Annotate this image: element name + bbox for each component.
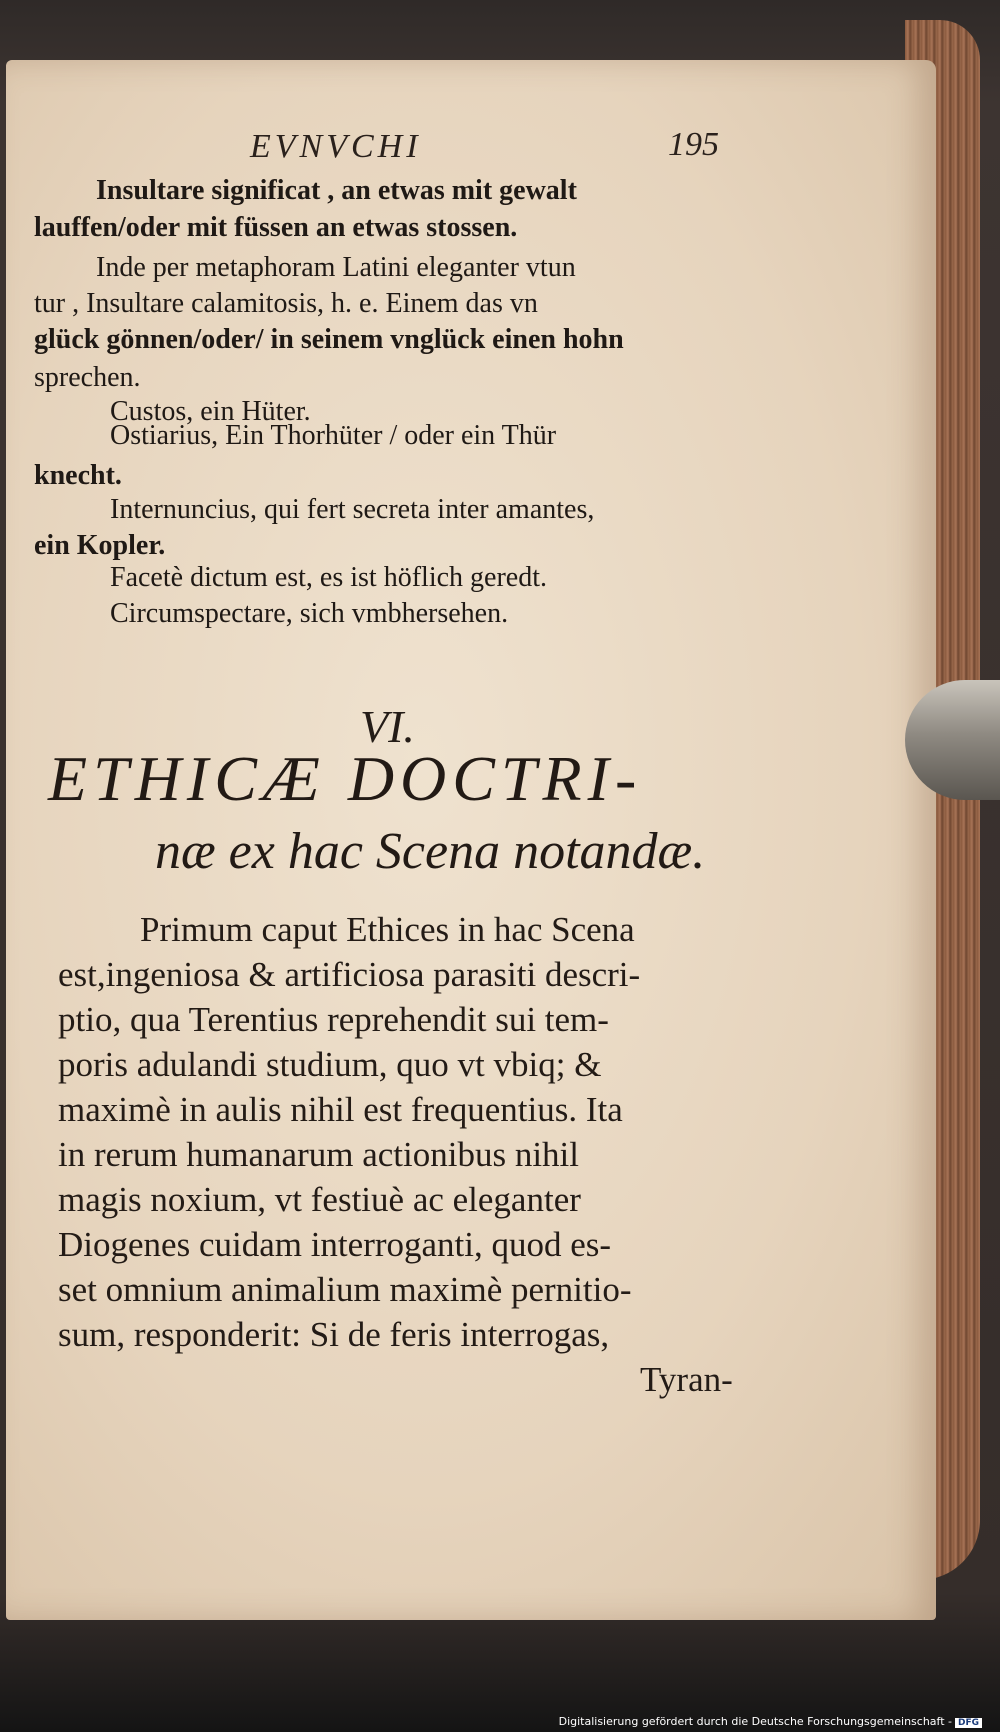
gloss-line: Inde per metaphoram Latini eleganter vtun [96,252,576,283]
body-line: set omnium animalium maximè pernitio- [58,1270,632,1309]
body-line: in rerum humanarum actionibus nihil [58,1135,580,1174]
section-number: VI. [360,701,415,752]
body-line: sum, responderit: Si de feris interrogas, [58,1315,610,1354]
section-title-line-2: næ ex hac Scena notandæ. [155,823,706,880]
gloss-line: sprechen. [34,362,141,393]
gloss-line: Circumspectare, sich vmbhersehen. [110,598,509,629]
body-line: ptio, qua Terentius reprehendit sui tem- [58,1000,609,1039]
body-line: maximè in aulis nihil est frequentius. Ita [58,1090,623,1129]
credit-text: Digitalisierung gefördert durch die Deutsche Forschungsgemeinschaft - [558,1715,952,1728]
gloss-line: glück gönnen/oder/ in seinem vnglück einen hohn [34,324,624,355]
body-line: Primum caput Ethices in hac Scena [140,910,635,949]
gloss-line: lauffen/oder mit füssen an etwas stossen. [34,212,518,243]
catchword: Tyran- [640,1360,733,1399]
section-title-line-1: ETHICÆ DOCTRI- [48,743,643,814]
gloss-line: tur , Insultare calamitosis, h. e. Einem das vn [34,288,538,319]
gloss-line: Facetè dictum est, es ist höflich geredt. [110,562,547,593]
gloss-line: Ostiarius, Ein Thorhüter / oder ein Thür [110,420,557,451]
dfg-logo: DFG [955,1718,982,1728]
gloss-line: Internuncius, qui fert secreta inter amantes, [110,494,595,525]
gloss-line: Custos, ein Hüter. [110,396,311,427]
body-line: poris adulandi studium, quo vt vbiq; & [58,1045,602,1084]
body-line: est,ingeniosa & artificiosa parasiti descri- [58,955,641,994]
gloss-line: ein Kopler. [34,530,166,561]
gloss-line: Insultare significat , an etwas mit gewalt [96,175,577,206]
body-line: magis noxium, vt festiuè ac eleganter [58,1180,581,1219]
digitization-credit [559,1715,982,1728]
running-title: EVNVCHI [250,128,422,165]
body-line: Diogenes cuidam interroganti, quod es- [58,1225,612,1264]
page-number: 195 [668,126,719,163]
gloss-line: knecht. [34,460,122,491]
